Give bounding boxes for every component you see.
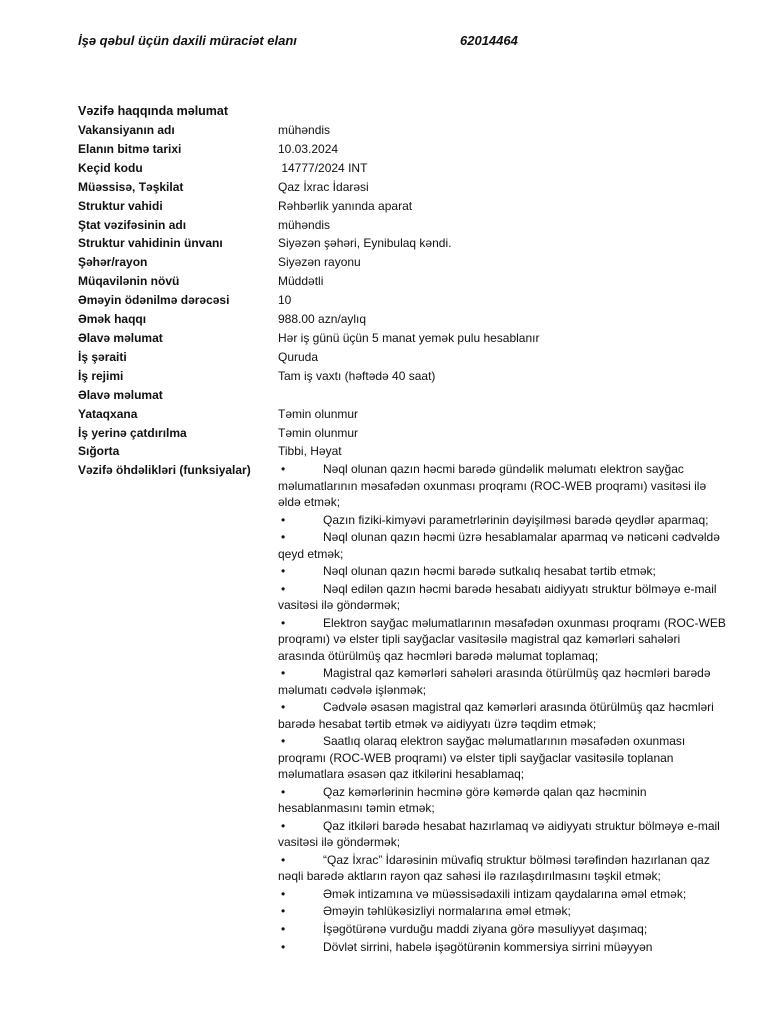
info-row (78, 216, 728, 235)
duties-list (278, 461, 728, 956)
info-row (78, 291, 728, 310)
row-value: 10 (278, 293, 292, 308)
document-header (78, 33, 718, 51)
duty-item (278, 699, 728, 731)
row-label: İş yerinə çatdırılma (78, 425, 187, 440)
bullet-icon: • (281, 904, 286, 919)
row-label: Müqavilənin növü (78, 274, 180, 289)
bullet-icon: • (281, 818, 286, 833)
info-row (78, 310, 728, 329)
row-label: İş rejimi (78, 368, 124, 383)
duty-text: Dövlət sirrini, habelə işəgötürənin kommersiya sirrini müəyyən (323, 939, 653, 954)
duties-row (78, 461, 728, 956)
row-label: Əlavə məlumat (78, 387, 163, 402)
section-title: Vəzifə haqqında məlumat (78, 104, 229, 118)
row-value: Quruda (278, 349, 319, 364)
duty-text: Əmək intizamına və müəssisədaxili intizam qaydalarına əməl etmək; (323, 886, 687, 901)
row-label: Şəhər/rayon (78, 255, 148, 270)
row-label: Ştat vəzifəsinin adı (78, 217, 187, 232)
row-value: 988.00 azn/aylıq (278, 312, 367, 327)
duty-text: Nəql edilən qazın həcmi barədə hesabatı aidiyyatı struktur bölməyə e-mail vasitəsi ilə göndərmək; (278, 582, 717, 613)
info-row (78, 405, 728, 424)
row-value (278, 386, 728, 405)
row-label: Keçid kodu (78, 160, 143, 175)
row-label: Əmək haqqı (78, 312, 147, 327)
duty-item (278, 939, 728, 955)
duty-text: Qaz kəmərlərinin həcminə görə kəmərdə qalan qaz həcminin hesablanmasını təmin etmək; (278, 784, 647, 815)
info-row (78, 348, 728, 367)
duties-label: Vəzifə öhdəlikləri (funksiyalar) (78, 463, 251, 478)
row-label: Müəssisə, Təşkilat (78, 179, 184, 194)
row-value: Qaz İxrac İdarəsi (278, 179, 369, 194)
info-row (78, 329, 728, 348)
info-row (78, 442, 728, 461)
duty-text: Nəql olunan qazın həcmi barədə gündəlik məlumatı elektron sayğac məlumatlarının məsafədən oxunması proqramı (ROC-WEB proqramı) vasitəsi ilə əldə etmək; (278, 462, 707, 509)
row-value: mühəndis (278, 217, 331, 232)
info-row (78, 272, 728, 291)
duty-text: Əməyin təhlükəsizliyi normalarına əməl etmək; (323, 904, 571, 919)
row-value: Müddətli (278, 274, 324, 289)
row-label: Əməyin ödənilmə dərəcəsi (78, 293, 230, 308)
duty-item (278, 581, 728, 613)
duty-item (278, 733, 728, 782)
row-label: Sığorta (78, 444, 120, 459)
bullet-icon: • (281, 922, 286, 937)
duty-text: “Qaz İxrac” İdarəsinin müvafiq struktur bölməsi tərəfindən hazırlanan qaz nəqli barədə aktların rayon qaz sahəsi ilə razılaşdırılmasını təşkil etmək; (278, 852, 710, 883)
row-value: Təmin olunmur (278, 425, 359, 440)
bullet-icon: • (281, 512, 286, 527)
bullet-icon: • (281, 700, 286, 715)
bullet-icon: • (281, 616, 286, 631)
duty-text: Qaz itkiləri barədə hesabat hazırlamaq və aidiyyatı struktur bölməyə e-mail vasitəsi ilə göndərmək; (278, 818, 720, 849)
duty-item (278, 784, 728, 816)
bullet-icon: • (281, 939, 286, 954)
duty-item (278, 903, 728, 919)
bullet-icon: • (281, 784, 286, 799)
document-code: 62014464 (460, 33, 518, 48)
duty-text: Magistral qaz kəmərləri sahələri arasında ötürülmüş qaz həcmləri barədə məlumatı cədvələ işlənmək; (278, 666, 711, 697)
duty-item (278, 461, 728, 510)
duty-text: Qazın fiziki-kimyəvi parametrlərinin dəyişilməsi barədə qeydlər aparmaq; (323, 512, 709, 527)
duty-text: Saatlıq olaraq elektron sayğac məlumatlarının məsafədən oxunması proqramı (ROC-WEB proqramı) və elster tipli sayğaclar vasitəsilə toplanan məlumatlara əsasən qaz itkilərini hesablamaq; (278, 734, 686, 781)
info-row (78, 424, 728, 443)
row-label: İş şəraiti (78, 349, 127, 364)
duty-item (278, 512, 728, 528)
duty-text: Elektron sayğac məlumatlarının məsafədən oxunması proqramı (ROC-WEB proqramı) və elster tipli sayğaclar vasitəsilə magistral qaz kəmərləri sahələri arasında ötürülmüş qaz həcmləri barədə məlumat toplamaq; (278, 616, 726, 663)
row-label: Əlavə məlumat (78, 330, 163, 345)
row-label: Yataqxana (78, 406, 138, 421)
info-row (78, 197, 728, 216)
info-row (78, 253, 728, 272)
bullet-icon: • (281, 462, 286, 477)
duty-item (278, 529, 728, 561)
info-row (78, 386, 728, 405)
bullet-icon: • (281, 564, 286, 579)
row-value: Təmin olunmur (278, 406, 359, 421)
row-label: Struktur vahidi (78, 198, 163, 213)
bullet-icon: • (281, 852, 286, 867)
row-value: Tibbi, Həyat (278, 444, 342, 459)
vacancy-info-table (78, 121, 728, 957)
row-label: Struktur vahidinin ünvanı (78, 236, 223, 251)
row-value: 14777/2024 INT (278, 160, 368, 175)
info-row (78, 178, 728, 197)
document-title: İşə qəbul üçün daxili müraciət elanı (78, 33, 297, 48)
duty-item (278, 665, 728, 697)
bullet-icon: • (281, 582, 286, 597)
duty-text: İşəgötürənə vurduğu maddi ziyana görə məsuliyyət daşımaq; (323, 922, 648, 937)
info-row (78, 367, 728, 386)
row-label: Elanın bitmə tarixi (78, 141, 182, 156)
info-row (78, 121, 728, 140)
duty-text: Nəql olunan qazın həcmi barədə sutkalıq hesabat tərtib etmək; (323, 564, 656, 579)
row-value: mühəndis (278, 123, 331, 137)
row-value: Siyəzən şəhəri, Eynibulaq kəndi. (278, 236, 452, 251)
row-value: 10.03.2024 (278, 141, 339, 156)
duty-item (278, 886, 728, 902)
bullet-icon: • (281, 530, 286, 545)
duty-text: Cədvələ əsasən magistral qaz kəmərləri arasında ötürülmüş qaz həcmləri barədə hesabat tərtib etmək və aidiyyatı üzrə təqdim etmək; (278, 700, 714, 731)
duty-item (278, 563, 728, 579)
bullet-icon: • (281, 734, 286, 749)
row-value: Rəhbərlik yanında aparat (278, 198, 413, 213)
info-row (78, 159, 728, 178)
row-value: Siyəzən rayonu (278, 255, 361, 270)
info-row (78, 140, 728, 159)
duty-item (278, 818, 728, 850)
duty-item (278, 921, 728, 937)
duty-item (278, 615, 728, 664)
bullet-icon: • (281, 666, 286, 681)
bullet-icon: • (281, 886, 286, 901)
row-value: Hər iş günü üçün 5 manat yemək pulu hesablanır (278, 330, 540, 345)
info-row (78, 234, 728, 253)
row-label: Vakansiyanın adı (78, 123, 175, 137)
duty-item (278, 852, 728, 884)
row-value: Tam iş vaxtı (həftədə 40 saat) (278, 368, 436, 383)
duty-text: Nəql olunan qazın həcmi üzrə hesablamalar aparmaq və nəticəni cədvəldə qeyd etmək; (278, 530, 720, 561)
